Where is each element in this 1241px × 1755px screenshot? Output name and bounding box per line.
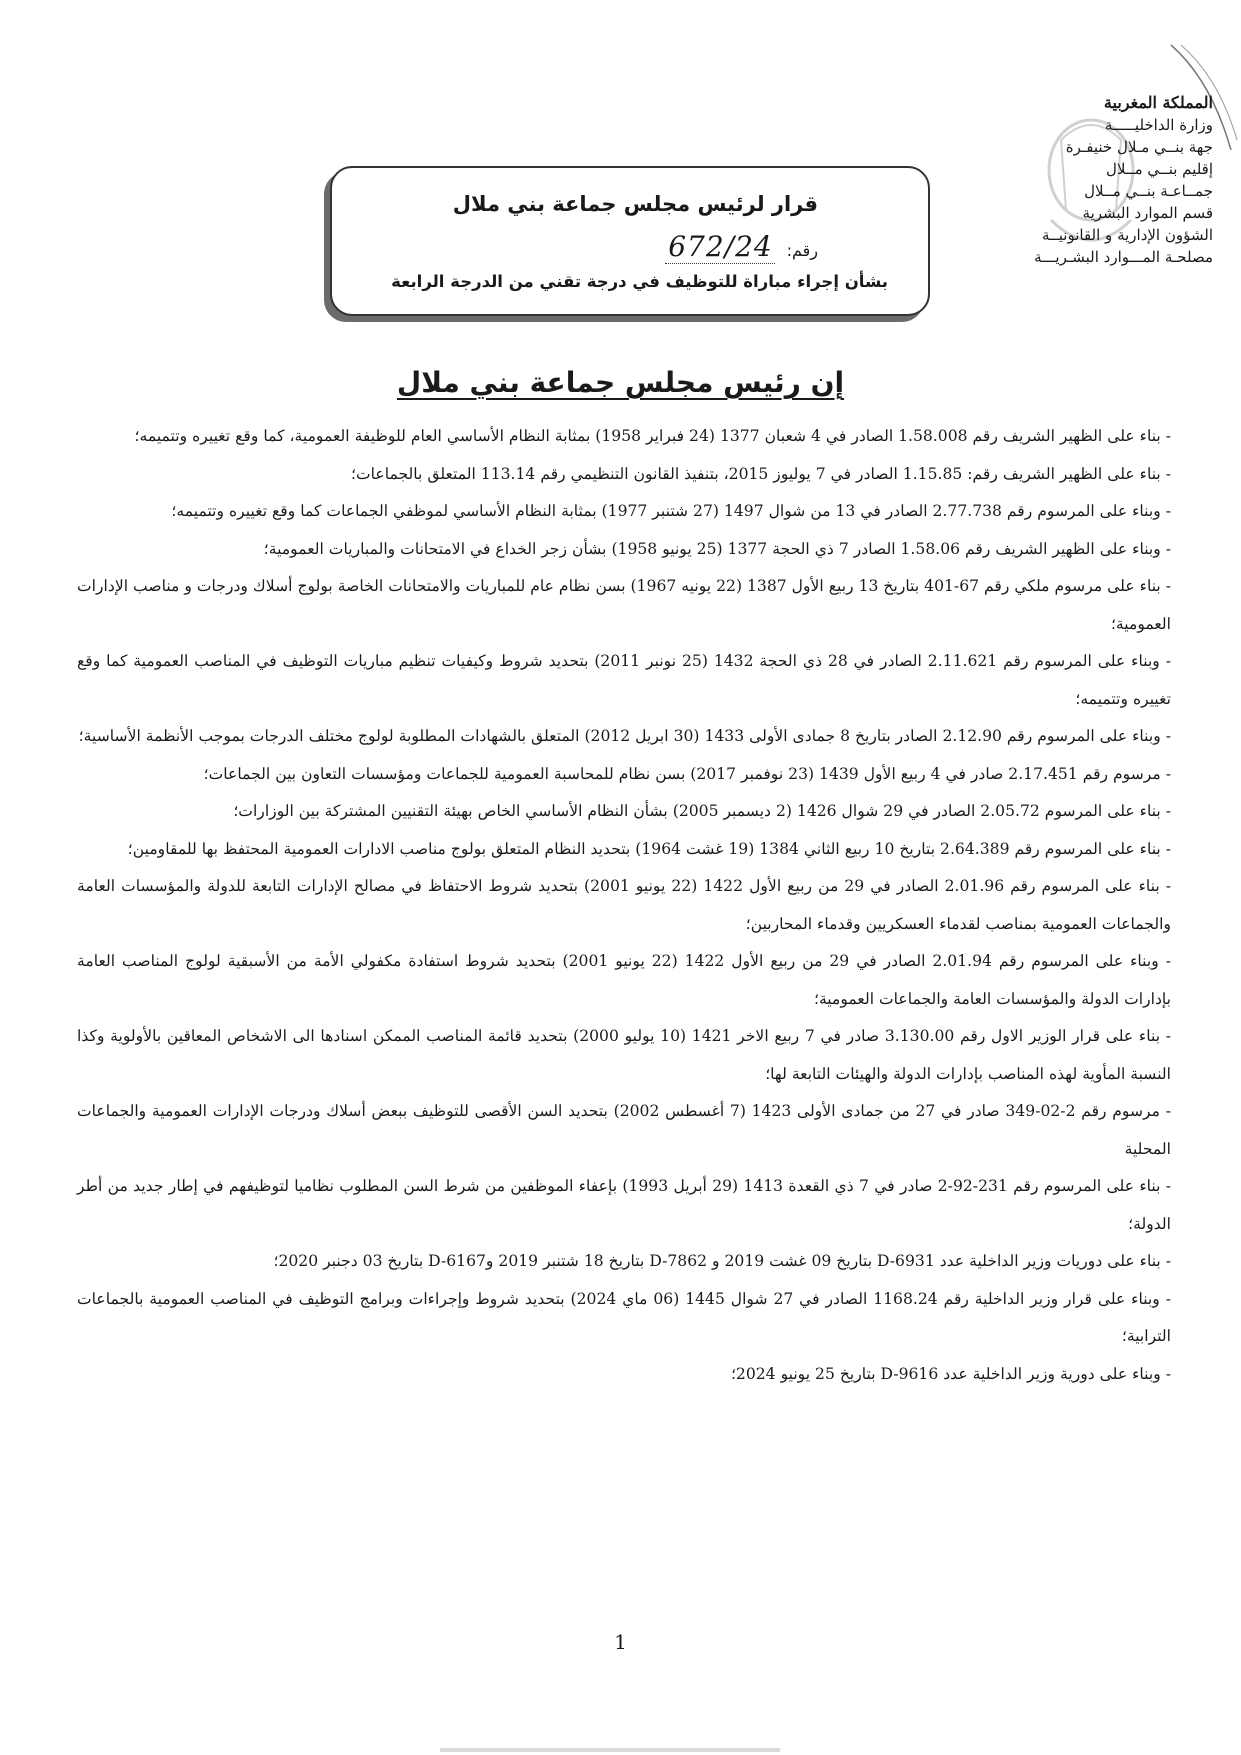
clause-item: - وبناء على الظهير الشريف رقم 1.58.06 الصادر 7 ذي الحجة 1377 (25 يونيو 1958) بشأن زجر الخداع في الامتحانات والمباريات العمومية؛ (263, 539, 1171, 558)
commune-name: جمــاعـة بنــي مــلال (1084, 182, 1213, 200)
clause-item: - بناء على دوريات وزير الداخلية عدد D-6931 بتاريخ 09 غشت 2019 و D-7862 بتاريخ 18 شتنبر 2019 وD-6167 بتاريخ 03 دجنبر 2020؛ (273, 1252, 1171, 1270)
service-name: مصلحـة المـــوارد البشـريـــة (1034, 248, 1213, 266)
clause-item: - وبناء على المرسوم رقم 2.11.621 الصادر في 28 ذي الحجة 1432 (25 نونبر 2011) بتحديد شروط وكيفيات تنظيم مباريات التوظيف في المناصب العمومية كما وقع تغييره وتتميمه؛ (77, 652, 1171, 708)
clause-item: - وبناء على دورية وزير الداخلية عدد D-9616 بتاريخ 25 يونيو 2024؛ (730, 1364, 1171, 1383)
clause-item: - بناء على الظهير الشريف رقم: 1.15.85 الصادر في 7 يوليوز 2015، بتنفيذ القانون التنظيمي رقم 113.14 المتعلق بالجماعات؛ (351, 464, 1171, 483)
clause-item: - وبناء على قرار وزير الداخلية رقم 1168.24 الصادر في 27 شوال 1445 (06 ماي 2024) بتحديد شروط وإجراءات وبرامج التوظيف في المناصب العمومية بالجماعات الترابية؛ (77, 1289, 1171, 1345)
clause-item: - بناء على المرسوم رقم 231-92-2 صادر في 7 ذي القعدة 1413 (29 أبريل 1993) بإعفاء الموظفين من شرط السن المطلوب نظاميا لتوظيفهم في إطار جديد من أطر الدولة؛ (77, 1177, 1172, 1233)
page-number: 1 (614, 1630, 627, 1654)
clause-item: - بناء على مرسوم ملكي رقم 67-401 بتاريخ 13 ربيع الأول 1387 (22 يونيه 1967) بسن نظام عام للمباريات والامتحانات الخاصة بولوج أسلاك ودرجات و مناصب الإدارات العمومية؛ (77, 577, 1172, 633)
clause-item: - مرسوم رقم 2.17.451 صادر في 4 ربيع الأول 1439 (23 نوفمبر 2017) بسن نظام للمحاسبة العمومية للجماعات ومؤسسات التعاون بين الجماعات؛ (203, 764, 1171, 783)
admin-header (993, 92, 1213, 268)
clause-item: - بناء على المرسوم رقم 2.01.96 الصادر في 29 من ربيع الأول 1422 (22 يونيو 2001) بتحديد شروط الاحتفاظ في مصالح الإدارات التابعة للدولة والمؤسسات العامة والجماعات العمومية بمناصب لقدماء العسكريين وقدماء المحاربين؛ (77, 877, 1171, 933)
clause-item: - بناء على قرار الوزير الاول رقم 3.130.00 صادر في 7 ربيع الاخر 1421 (10 يوليو 2000) بتحديد قائمة المناصب الممكن اسنادها الى الاشخاص المعاقين بالأولوية وكذا النسبة المأوية لهذه المناصب بإدارات الدولة والهيئات التابعة لها؛ (77, 1027, 1171, 1083)
clause-item: - بناء على المرسوم 2.05.72 الصادر في 29 شوال 1426 (2 ديسمبر 2005) بشأن النظام الأساسي الخاص بهيئة التقنيين المشتركة بين الوزارات؛ (233, 802, 1171, 820)
clause-item: - بناء على الظهير الشريف رقم 1.58.008 الصادر في 4 شعبان 1377 (24 فبراير 1958) بمثابة النظام الأساسي العام للوظيفة العمومية، كما وقع تغييره وتتميمه؛ (134, 427, 1171, 445)
ministry-name: وزارة الداخليـــــة (1104, 116, 1213, 134)
decision-subject: بشأن إجراء مباراة للتوظيف في درجة تقني من الدرجة الرابعة (391, 272, 888, 291)
decision-number-label: رقم: (786, 241, 818, 260)
affairs-name: الشؤون الإدارية و القانونيــة (1041, 226, 1213, 244)
decision-number (418, 230, 818, 264)
decision-box (330, 166, 930, 316)
decision-number-value: 672/24 (665, 230, 775, 264)
clause-item: - وبناء على المرسوم رقم 2.77.738 الصادر في 13 من شوال 1497 (27 شتنبر 1977) بمثابة النظام الأساسي لموظفي الجماعات كما وقع تغييره وتتميمه؛ (171, 502, 1171, 520)
province-name: إقليم بنــي مــلال (1105, 160, 1213, 178)
clause-item: - وبناء على المرسوم رقم 2.01.94 الصادر في 29 من ربيع الأول 1422 (22 يونيو 2001) بتحديد شروط استفادة مكفولي الأمة من الأسبقية لولوج المناصب العامة بإدارات الدولة والمؤسسات العامة والجماعات العمومية؛ (77, 952, 1171, 1008)
clause-item: - وبناء على المرسوم رقم 2.12.90 الصادر بتاريخ 8 جمادى الأولى 1433 (30 ابريل 2012) المتعلق بالشهادات المطلوبة لولوج مختلف الدرجات بموجب الأنظمة الأساسية؛ (78, 727, 1171, 745)
region-name: جهة بنــي مـلال خنيفـرة (1065, 138, 1213, 156)
clause-item: - بناء على المرسوم رقم 2.64.389 بتاريخ 10 ربيع الثاني 1384 (19 غشت 1964) بتحديد النظام المتعلق بولوج مناصب الادارات العمومية المحتفظ بها للمقاومين؛ (127, 839, 1171, 858)
decision-title: قرار لرئيس مجلس جماعة بني ملال (452, 192, 818, 216)
clauses-list (77, 418, 1171, 1393)
clause-item: - مرسوم رقم 2-02-349 صادر في 27 من جمادى الأولى 1423 (7 أغسطس 2002) بتحديد السن الأقصى للتوظيف ببعض أسلاك ودرجات الإدارات العمومية والجماعات المحلية (77, 1102, 1171, 1158)
scan-edge-divider (440, 1748, 780, 1752)
main-heading-text: إن رئيس مجلس جماعة بني ملال (396, 366, 845, 399)
main-heading (0, 366, 1241, 399)
division-name: قسم الموارد البشرية (1082, 204, 1213, 222)
kingdom-name: المملكة المغربية (1103, 93, 1213, 112)
